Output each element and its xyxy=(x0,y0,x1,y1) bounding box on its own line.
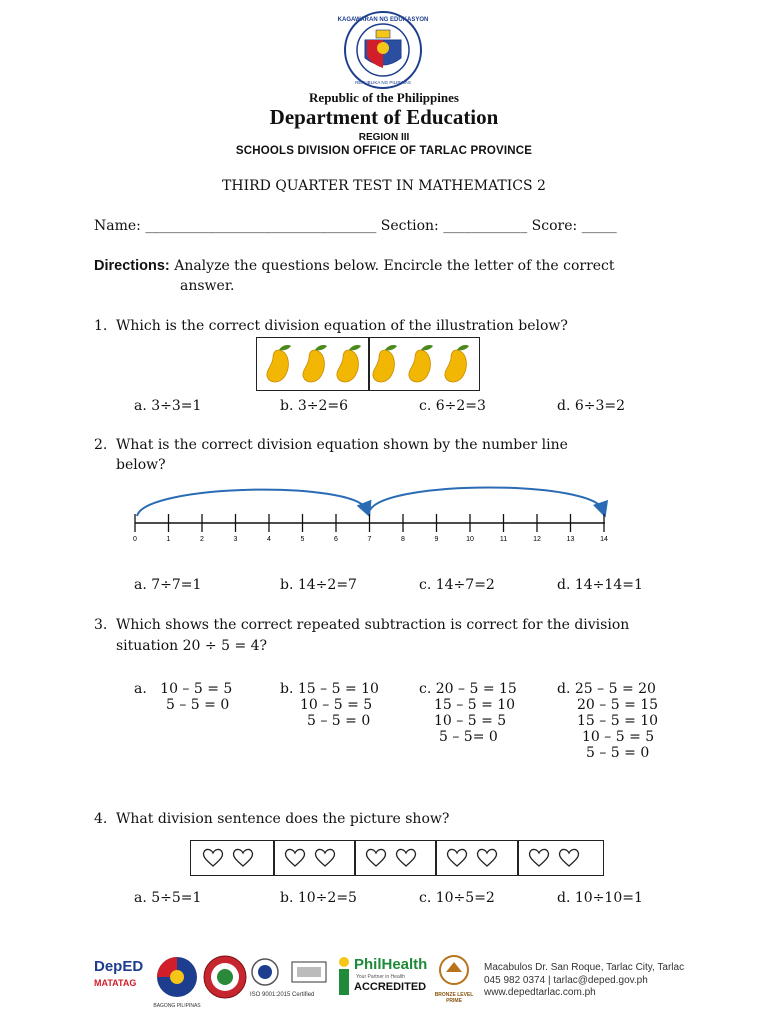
score-label: Score: xyxy=(531,218,578,234)
heart-icon xyxy=(366,849,385,866)
equation-line: 10 – 5 = 5 xyxy=(160,681,233,697)
heart-icon xyxy=(203,849,222,866)
jump-arrow-2 xyxy=(370,488,603,511)
q1-choice-a[interactable]: a. 3÷3=1 xyxy=(134,398,202,414)
question-3-text-2: situation 20 ÷ 5 = 4? xyxy=(116,638,268,654)
question-4-text: What division sentence does the picture show? xyxy=(116,811,450,827)
equation-line: 10 – 5 = 5 xyxy=(582,729,655,745)
number-line-label: 6 xyxy=(334,536,338,543)
mango-icon xyxy=(299,344,329,386)
hearts-layer xyxy=(190,840,604,876)
q1-choice-b[interactable]: b. 3÷2=6 xyxy=(280,398,349,414)
region-heading: REGION III xyxy=(358,132,410,143)
equation-line: 5 – 5 = 0 xyxy=(166,697,230,713)
equation-line: 15 – 5 = 10 xyxy=(434,697,516,713)
deped-matatag-logo: DepED MATATAG xyxy=(94,958,144,988)
question-3-number: 3. xyxy=(94,617,108,633)
question-2-text-1: What is the correct division equation shown by the number line xyxy=(116,437,568,453)
division-seal-logo xyxy=(202,954,248,1000)
heart-icon xyxy=(315,849,334,866)
prime-bronze-logo: BRONZE LEVEL PRIME xyxy=(430,954,478,1002)
number-line-label: 5 xyxy=(300,536,305,543)
heart-icon xyxy=(559,849,578,866)
mango-icon xyxy=(333,344,363,386)
equation-line: 15 – 5 = 10 xyxy=(577,713,659,729)
heart-icon xyxy=(396,849,415,866)
equation-line: 5 – 5 = 0 xyxy=(307,713,371,729)
q4-choice-a[interactable]: a. 5÷5=1 xyxy=(134,890,202,906)
choice-letter: c. 20 – 5 = 15 xyxy=(419,681,517,697)
jump-arrow-1 xyxy=(137,490,367,516)
equation-line: 15 – 5 = 10 xyxy=(297,681,379,697)
q2-choice-c[interactable]: c. 14÷7=2 xyxy=(419,577,495,593)
heart-icon xyxy=(447,849,466,866)
deped-seal-logo xyxy=(337,10,429,90)
equation-line: 10 – 5 = 5 xyxy=(434,713,507,729)
number-line-label: 4 xyxy=(267,536,271,543)
q3-choice-c[interactable] xyxy=(419,681,559,745)
republic-heading: Republic of the Philippines xyxy=(309,90,459,105)
iso-badges xyxy=(250,958,332,988)
mango-icon xyxy=(441,344,471,386)
number-line-label: 8 xyxy=(401,536,405,543)
directions-label: Directions: xyxy=(94,258,170,274)
q4-choice-d[interactable]: d. 10÷10=1 xyxy=(557,890,643,906)
address-line: Macabulos Dr. San Roque, Tarlac City, Tarlac xyxy=(484,962,685,973)
number-line-label: 11 xyxy=(499,536,508,543)
q3-choice-b[interactable] xyxy=(280,681,420,729)
heart-icon xyxy=(233,849,252,866)
name-label: Name: xyxy=(94,218,141,234)
bagong-pilipinas-logo: BAGONG PILIPINAS xyxy=(148,955,206,1011)
heart-icon xyxy=(477,849,496,866)
test-title: THIRD QUARTER TEST IN MATHEMATICS 2 xyxy=(222,178,546,194)
iso-certification-logo: ISO 9001:2015 Certified xyxy=(250,958,332,998)
question-1-number: 1. xyxy=(94,318,108,334)
mango-icon xyxy=(369,344,399,386)
q2-choice-a[interactable]: a. 7÷7=1 xyxy=(134,577,202,593)
q3-choice-d[interactable] xyxy=(557,681,707,761)
mango-icon xyxy=(263,344,293,386)
q4-choice-c[interactable]: c. 10÷5=2 xyxy=(419,890,495,906)
question-3-text-1: Which shows the correct repeated subtraction is correct for the division xyxy=(116,617,630,633)
question-4-number: 4. xyxy=(94,811,108,827)
mango-icon xyxy=(405,344,435,386)
question-1-text: Which is the correct division equation of the illustration below? xyxy=(116,318,568,334)
directions-text-2: answer. xyxy=(180,278,235,294)
score-blank[interactable]: _____ xyxy=(581,218,617,234)
number-line xyxy=(125,478,615,548)
directions-text-1: Analyze the questions below. Encircle the letter of the correct xyxy=(174,258,615,274)
number-line-label: 1 xyxy=(166,536,171,543)
number-line-label: 12 xyxy=(533,536,541,543)
number-line-label: 3 xyxy=(233,536,238,543)
number-line-label: 13 xyxy=(566,536,575,543)
choice-letter: a. 10 – 5 = 5 xyxy=(134,681,233,697)
philhealth-icon xyxy=(334,956,354,996)
number-line-label: 0 xyxy=(133,536,137,543)
q2-choice-d[interactable]: d. 14÷14=1 xyxy=(557,577,643,593)
q3-choice-a[interactable] xyxy=(134,681,274,713)
division-heading: SCHOOLS DIVISION OFFICE OF TARLAC PROVINCE xyxy=(235,145,533,157)
q2-choice-b[interactable]: b. 14÷2=7 xyxy=(280,577,357,593)
directions-line1 xyxy=(94,258,615,274)
mango-illustration xyxy=(256,337,480,391)
q1-choice-c[interactable]: c. 6÷2=3 xyxy=(419,398,486,414)
section-label: Section: xyxy=(380,218,439,234)
department-heading: Department of Education xyxy=(269,105,499,129)
equation-line: 25 – 5 = 20 xyxy=(574,681,656,697)
heart-icon xyxy=(285,849,304,866)
name-blank[interactable]: _________________________________ xyxy=(145,218,377,234)
q1-choice-d[interactable]: d. 6÷3=2 xyxy=(557,398,626,414)
equation-line: 20 – 5 = 15 xyxy=(577,697,659,713)
number-line-label: 7 xyxy=(367,536,372,543)
equation-line: 5 – 5= 0 xyxy=(439,729,498,745)
prime-emblem xyxy=(430,954,478,988)
question-2-text-2: below? xyxy=(116,457,166,473)
number-line-ticks xyxy=(133,514,608,543)
question-2-number: 2. xyxy=(94,437,108,453)
seal-bottom-text: REPUBLIKA NG PILIPINAS xyxy=(355,80,411,85)
equation-line: 10 – 5 = 5 xyxy=(300,697,373,713)
contact-line[interactable]: 045 982 0374 | tarlac@deped.gov.ph xyxy=(484,974,648,986)
equation-line: 20 – 5 = 15 xyxy=(435,681,517,697)
q4-choice-b[interactable]: b. 10÷2=5 xyxy=(280,890,357,906)
number-line-label: 2 xyxy=(200,536,204,543)
number-line-label: 9 xyxy=(434,536,439,543)
website-link[interactable]: www.depedtarlac.com.ph xyxy=(484,987,596,998)
office-address xyxy=(484,962,684,1000)
student-info-row xyxy=(94,218,617,234)
philhealth-accredited-logo: PhilHealth Your Partner in Health ACCREDITED xyxy=(334,954,424,1000)
bagong-pilipinas-emblem xyxy=(148,955,206,999)
heart-icon xyxy=(529,849,548,866)
equation-line: 5 – 5 = 0 xyxy=(586,745,650,761)
number-line-label: 14 xyxy=(600,536,608,543)
choice-letter: d. 25 – 5 = 20 xyxy=(557,681,656,697)
section-blank[interactable]: ____________ xyxy=(443,218,528,234)
choice-letter: b. 15 – 5 = 10 xyxy=(280,681,379,697)
number-line-label: 10 xyxy=(466,536,474,543)
seal-ring-text: KAGAWARAN NG EDUKASYON xyxy=(337,17,429,23)
